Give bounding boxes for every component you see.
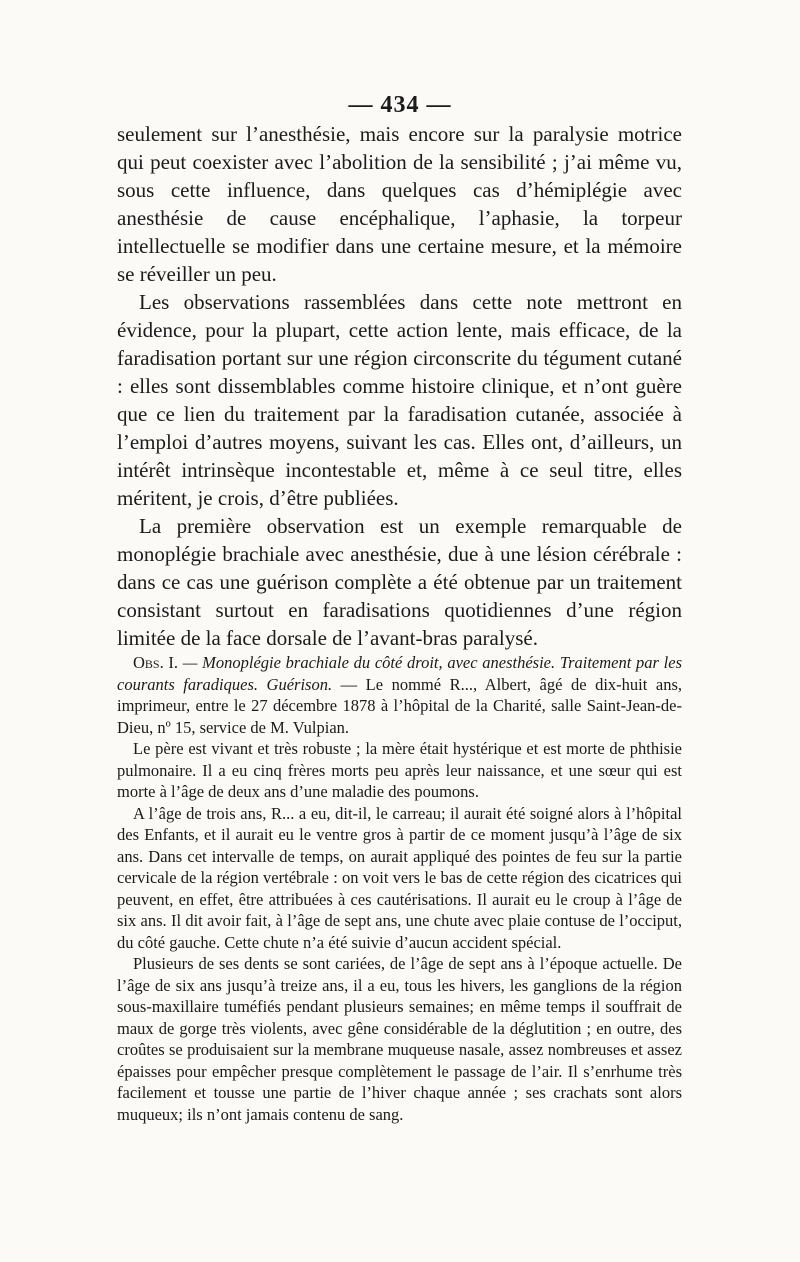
observation-heading — [117, 652, 682, 738]
observation-label: Obs. I. — [133, 653, 179, 672]
observation-section — [117, 652, 682, 1125]
observation-paragraph: Plusieurs de ses dents se sont cariées, de l’âge de sept ans à l’époque actuelle. De l’âge de six ans jusqu’à treize ans, il a eu, tous les hivers, les ganglions de la région sous-maxillaire tuméfiés pendant plusieurs semaines; en même temps il souffrait de maux de gorge très violents, avec gêne considérable de la déglutition ; en outre, des croûtes se produisaient sur la membrane muqueuse nasale, assez nombreuses et assez épaisses pour empêcher presque complètement le passage de l’air. Il s’enrhume très facilement et tousse une partie de l’hiver chaque année ; ses crachats sont alors muqueux; ils n’ont jamais contenu de sang. — [117, 954, 682, 1124]
observation-intro: — Le nommé R..., Albert, âgé de dix-huit ans, imprimeur, entre le 27 décembre 1878 à l’hôpital de la Charité, salle Saint-Jean-de-Dieu, nº 15, service de M. Vulpian. — [117, 674, 683, 737]
observation-title: — Monoplégie brachiale du côté droit, avec anesthésie. Traitement par les courants faradiques. Guérison. — [117, 653, 682, 694]
main-text — [117, 120, 682, 652]
body-paragraph: La première observation est un exemple remarquable de monoplégie brachiale avec anesthésie, due à une lésion cérébrale : dans ce cas une guérison complète a été obtenue par un traitement consistant surtout en faradisations quotidiennes d’une région limitée de la face dorsale de l’avant-bras paralysé. — [117, 514, 682, 650]
observation-paragraph: Le père est vivant et très robuste ; la mère était hystérique et est morte de phthisie pulmonaire. Il a eu cinq frères morts peu après leur naissance, et une sœur qui est morte à l’âge de deux ans d’une maladie des poumons. — [117, 739, 682, 801]
body-paragraph: seulement sur l’anesthésie, mais encore sur la paralysie motrice qui peut coexister avec l’abolition de la sensibilité ; j’ai même vu, sous cette influence, dans quelques cas d’hémiplégie avec anesthésie de cause encéphalique, l’aphasie, la torpeur intellectuelle se modifier dans une certaine mesure, et la mémoire se réveiller un peu. — [117, 122, 682, 286]
body-paragraph: Les observations rassemblées dans cette note mettront en évidence, pour la plupart, cette action lente, mais efficace, de la faradisation portant sur une région circonscrite du tégument cutané : elles sont dissemblables comme histoire clinique, et n’ont guère que ce lien du traitement par la faradisation cutanée, associée à l’emploi d’autres moyens, suivant les cas. Elles ont, d’ailleurs, un intérêt intrinsèque incontestable et, même à ce seul titre, elles méritent, je crois, d’être publiées. — [117, 290, 682, 510]
page-number: — 434 — — [348, 92, 452, 118]
observation-paragraph: A l’âge de trois ans, R... a eu, dit-il, le carreau; il aurait été soigné alors à l’hôpital des Enfants, et il aurait eu le ventre gros à partir de ce moment jusqu’à l’âge de six ans. Dans cet intervalle de temps, on aurait appliqué des pointes de feu sur la partie cervicale de la région vertébrale : on voit vers le bas de cette région des cicatrices qui peuvent, en effet, être attribuées à ces cautérisations. Il aurait eu le croup à l’âge de six ans. Il dit avoir fait, à l’âge de sept ans, une chute avec plaie contuse de l’occiput, du côté gauche. Cette chute n’a été suivie d’aucun accident spécial. — [117, 803, 682, 952]
